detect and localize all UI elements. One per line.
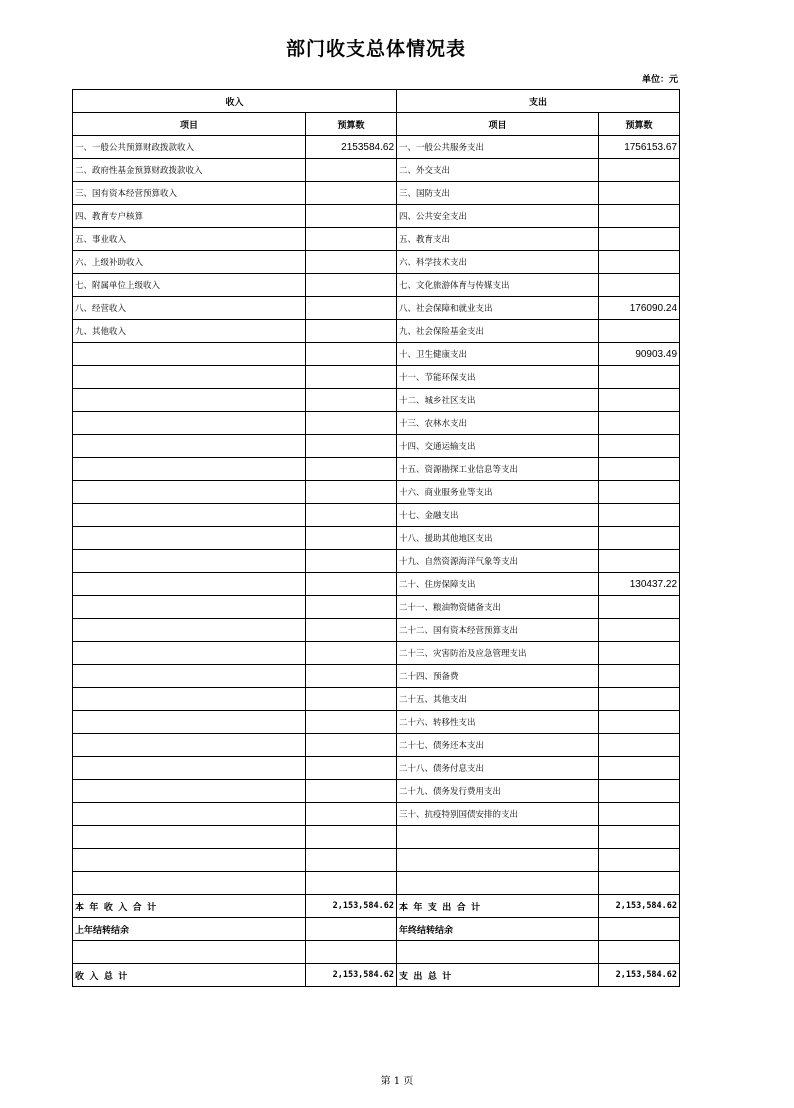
income-value-cell bbox=[306, 159, 397, 182]
expense-budget-header: 预算数 bbox=[599, 113, 680, 136]
table-row bbox=[73, 504, 680, 527]
income-header: 收入 bbox=[73, 90, 397, 113]
expense-value-cell bbox=[599, 320, 680, 343]
expense-value-cell bbox=[599, 734, 680, 757]
income-value-cell bbox=[306, 665, 397, 688]
expense-header: 支出 bbox=[397, 90, 680, 113]
table-row bbox=[73, 274, 680, 297]
year-income-total-value: 2,153,584.62 bbox=[306, 895, 397, 918]
expense-item-header: 项目 bbox=[397, 113, 599, 136]
expense-item-cell: 九、社会保险基金支出 bbox=[397, 320, 599, 343]
blank-cell bbox=[73, 941, 306, 964]
table-row bbox=[73, 481, 680, 504]
income-value-cell bbox=[306, 619, 397, 642]
expense-value-cell bbox=[599, 711, 680, 734]
income-item-cell bbox=[73, 389, 306, 412]
income-item-cell bbox=[73, 481, 306, 504]
expense-value-cell bbox=[599, 251, 680, 274]
expense-value-cell bbox=[599, 366, 680, 389]
expense-item-cell: 五、教育支出 bbox=[397, 228, 599, 251]
blank-cell bbox=[599, 941, 680, 964]
expense-value-cell bbox=[599, 849, 680, 872]
income-value-cell bbox=[306, 573, 397, 596]
income-item-cell: 九、其他收入 bbox=[73, 320, 306, 343]
income-item-cell bbox=[73, 734, 306, 757]
income-item-cell bbox=[73, 435, 306, 458]
income-value-cell bbox=[306, 274, 397, 297]
income-item-cell bbox=[73, 619, 306, 642]
income-item-cell bbox=[73, 757, 306, 780]
income-value-cell bbox=[306, 228, 397, 251]
grand-income-total-value: 2,153,584.62 bbox=[306, 964, 397, 987]
table-row bbox=[73, 734, 680, 757]
expense-item-cell: 十二、城乡社区支出 bbox=[397, 389, 599, 412]
income-item-cell: 二、政府性基金预算财政拨款收入 bbox=[73, 159, 306, 182]
blank-cell bbox=[306, 941, 397, 964]
income-item-cell bbox=[73, 849, 306, 872]
table-row bbox=[73, 527, 680, 550]
income-item-cell bbox=[73, 665, 306, 688]
unit-label: 单位：元 bbox=[641, 75, 678, 85]
grand-expense-total-label: 支 出 总 计 bbox=[397, 964, 599, 987]
income-value-cell bbox=[306, 849, 397, 872]
expense-item-cell: 二十、住房保障支出 bbox=[397, 573, 599, 596]
table-row bbox=[73, 665, 680, 688]
table-row bbox=[73, 711, 680, 734]
table-row bbox=[73, 228, 680, 251]
table-row bbox=[73, 435, 680, 458]
table-row bbox=[73, 826, 680, 849]
income-item-cell bbox=[73, 573, 306, 596]
expense-item-cell: 二十一、粮油物资储备支出 bbox=[397, 596, 599, 619]
expense-item-cell: 十三、农林水支出 bbox=[397, 412, 599, 435]
income-value-cell bbox=[306, 688, 397, 711]
table-row bbox=[73, 642, 680, 665]
expense-value-cell bbox=[599, 619, 680, 642]
income-value-cell bbox=[306, 389, 397, 412]
income-item-cell bbox=[73, 642, 306, 665]
income-item-cell bbox=[73, 826, 306, 849]
table-row bbox=[73, 182, 680, 205]
expense-value-cell bbox=[599, 481, 680, 504]
income-value-cell bbox=[306, 642, 397, 665]
income-item-cell bbox=[73, 803, 306, 826]
expense-value-cell bbox=[599, 182, 680, 205]
income-value-cell bbox=[306, 504, 397, 527]
year-expense-total-value: 2,153,584.62 bbox=[599, 895, 680, 918]
income-item-cell bbox=[73, 872, 306, 895]
income-value-cell bbox=[306, 320, 397, 343]
income-budget-header: 预算数 bbox=[306, 113, 397, 136]
expense-item-cell: 三、国防支出 bbox=[397, 182, 599, 205]
expense-value-cell bbox=[599, 228, 680, 251]
income-value-cell bbox=[306, 826, 397, 849]
expense-value-cell bbox=[599, 274, 680, 297]
page-title: 部门收支总体情况表 bbox=[285, 38, 466, 60]
expense-item-cell: 十、卫生健康支出 bbox=[397, 343, 599, 366]
income-value-cell bbox=[306, 872, 397, 895]
expense-value-cell bbox=[599, 389, 680, 412]
expense-item-cell: 二十三、灾害防治及应急管理支出 bbox=[397, 642, 599, 665]
expense-item-cell: 二十二、国有资本经营预算支出 bbox=[397, 619, 599, 642]
expense-item-cell: 十一、节能环保支出 bbox=[397, 366, 599, 389]
income-item-cell bbox=[73, 343, 306, 366]
expense-item-cell: 三十、抗疫特别国债安排的支出 bbox=[397, 803, 599, 826]
expense-value-cell bbox=[599, 665, 680, 688]
expense-item-cell: 十八、援助其他地区支出 bbox=[397, 527, 599, 550]
table-row bbox=[73, 619, 680, 642]
income-item-cell bbox=[73, 550, 306, 573]
table-row bbox=[73, 320, 680, 343]
expense-item-cell: 二十五、其他支出 bbox=[397, 688, 599, 711]
income-value-cell bbox=[306, 458, 397, 481]
expense-value-cell bbox=[599, 205, 680, 228]
expense-item-cell: 二十四、预备费 bbox=[397, 665, 599, 688]
expense-item-cell: 二十七、债务还本支出 bbox=[397, 734, 599, 757]
totals-section bbox=[73, 895, 680, 987]
table-row bbox=[73, 343, 680, 366]
income-value-cell bbox=[306, 527, 397, 550]
income-item-cell bbox=[73, 458, 306, 481]
expense-value-cell bbox=[599, 596, 680, 619]
expense-value-cell bbox=[599, 412, 680, 435]
expense-value-cell: 90903.49 bbox=[599, 343, 680, 366]
expense-item-cell: 十七、金融支出 bbox=[397, 504, 599, 527]
expense-value-cell bbox=[599, 550, 680, 573]
income-item-cell bbox=[73, 596, 306, 619]
income-item-cell bbox=[73, 527, 306, 550]
income-item-cell bbox=[73, 688, 306, 711]
blank-cell bbox=[397, 941, 599, 964]
table-row bbox=[73, 159, 680, 182]
income-item-cell bbox=[73, 366, 306, 389]
income-item-cell: 七、附属单位上级收入 bbox=[73, 274, 306, 297]
expense-item-cell: 六、科学技术支出 bbox=[397, 251, 599, 274]
table-row bbox=[73, 297, 680, 320]
expense-value-cell bbox=[599, 435, 680, 458]
income-item-cell: 一、一般公共预算财政拨款收入 bbox=[73, 136, 306, 159]
table-row bbox=[73, 596, 680, 619]
expense-item-cell: 十六、商业服务业等支出 bbox=[397, 481, 599, 504]
expense-value-cell bbox=[599, 527, 680, 550]
table-row bbox=[73, 573, 680, 596]
expense-value-cell bbox=[599, 803, 680, 826]
expense-item-cell: 二十六、转移性支出 bbox=[397, 711, 599, 734]
expense-item-cell: 二、外交支出 bbox=[397, 159, 599, 182]
income-value-cell bbox=[306, 757, 397, 780]
expense-item-cell: 十九、自然资源海洋气象等支出 bbox=[397, 550, 599, 573]
expense-value-cell bbox=[599, 780, 680, 803]
income-item-cell bbox=[73, 504, 306, 527]
income-item-cell: 五、事业收入 bbox=[73, 228, 306, 251]
income-value-cell bbox=[306, 734, 397, 757]
table-row bbox=[73, 803, 680, 826]
expense-value-cell bbox=[599, 757, 680, 780]
expense-value-cell: 1756153.67 bbox=[599, 136, 680, 159]
income-value-cell bbox=[306, 596, 397, 619]
income-value-cell bbox=[306, 343, 397, 366]
page-number: 第 1 页 bbox=[380, 1076, 414, 1087]
income-value-cell bbox=[306, 711, 397, 734]
table-row bbox=[73, 849, 680, 872]
carry-in-value bbox=[306, 918, 397, 941]
income-value-cell bbox=[306, 481, 397, 504]
expense-item-cell bbox=[397, 872, 599, 895]
table-row bbox=[73, 458, 680, 481]
income-value-cell bbox=[306, 366, 397, 389]
expense-value-cell bbox=[599, 872, 680, 895]
expense-item-cell bbox=[397, 849, 599, 872]
income-item-cell: 四、教育专户核算 bbox=[73, 205, 306, 228]
income-value-cell bbox=[306, 550, 397, 573]
income-value-cell bbox=[306, 803, 397, 826]
table-row bbox=[73, 389, 680, 412]
income-item-cell: 八、经营收入 bbox=[73, 297, 306, 320]
income-item-header: 项目 bbox=[73, 113, 306, 136]
table-row bbox=[73, 412, 680, 435]
table-row bbox=[73, 136, 680, 159]
expense-item-cell: 十四、交通运输支出 bbox=[397, 435, 599, 458]
expense-value-cell bbox=[599, 458, 680, 481]
income-item-cell bbox=[73, 780, 306, 803]
income-item-cell: 六、上级补助收入 bbox=[73, 251, 306, 274]
table-row bbox=[73, 550, 680, 573]
table-row bbox=[73, 205, 680, 228]
income-value-cell bbox=[306, 780, 397, 803]
income-item-cell bbox=[73, 711, 306, 734]
table-row bbox=[73, 780, 680, 803]
expense-item-cell: 二十九、债务发行费用支出 bbox=[397, 780, 599, 803]
income-item-cell bbox=[73, 412, 306, 435]
expense-value-cell bbox=[599, 642, 680, 665]
table-row bbox=[73, 872, 680, 895]
income-value-cell bbox=[306, 205, 397, 228]
expense-item-cell: 二十八、债务付息支出 bbox=[397, 757, 599, 780]
grand-expense-total-value: 2,153,584.62 bbox=[599, 964, 680, 987]
expense-item-cell bbox=[397, 826, 599, 849]
income-value-cell: 2153584.62 bbox=[306, 136, 397, 159]
expense-item-cell: 八、社会保障和就业支出 bbox=[397, 297, 599, 320]
table-row bbox=[73, 366, 680, 389]
table-row bbox=[73, 251, 680, 274]
expense-value-cell bbox=[599, 826, 680, 849]
carry-out-label: 年终结转结余 bbox=[397, 918, 599, 941]
expense-value-cell bbox=[599, 159, 680, 182]
income-value-cell bbox=[306, 435, 397, 458]
income-value-cell bbox=[306, 251, 397, 274]
carry-out-value bbox=[599, 918, 680, 941]
year-expense-total-label: 本 年 支 出 合 计 bbox=[397, 895, 599, 918]
expense-value-cell bbox=[599, 688, 680, 711]
income-value-cell bbox=[306, 297, 397, 320]
income-value-cell bbox=[306, 412, 397, 435]
income-value-cell bbox=[306, 182, 397, 205]
expense-value-cell bbox=[599, 504, 680, 527]
expense-item-cell: 四、公共安全支出 bbox=[397, 205, 599, 228]
income-item-cell: 三、国有资本经营预算收入 bbox=[73, 182, 306, 205]
table-row bbox=[73, 757, 680, 780]
expense-value-cell: 130437.22 bbox=[599, 573, 680, 596]
table-row bbox=[73, 688, 680, 711]
expense-item-cell: 十五、资源勘探工业信息等支出 bbox=[397, 458, 599, 481]
expense-item-cell: 七、文化旅游体育与传媒支出 bbox=[397, 274, 599, 297]
carry-in-label: 上年结转结余 bbox=[73, 918, 306, 941]
year-income-total-label: 本 年 收 入 合 计 bbox=[73, 895, 306, 918]
grand-income-total-label: 收 入 总 计 bbox=[73, 964, 306, 987]
expense-value-cell: 176090.24 bbox=[599, 297, 680, 320]
expense-item-cell: 一、一般公共服务支出 bbox=[397, 136, 599, 159]
budget-table bbox=[72, 89, 680, 987]
